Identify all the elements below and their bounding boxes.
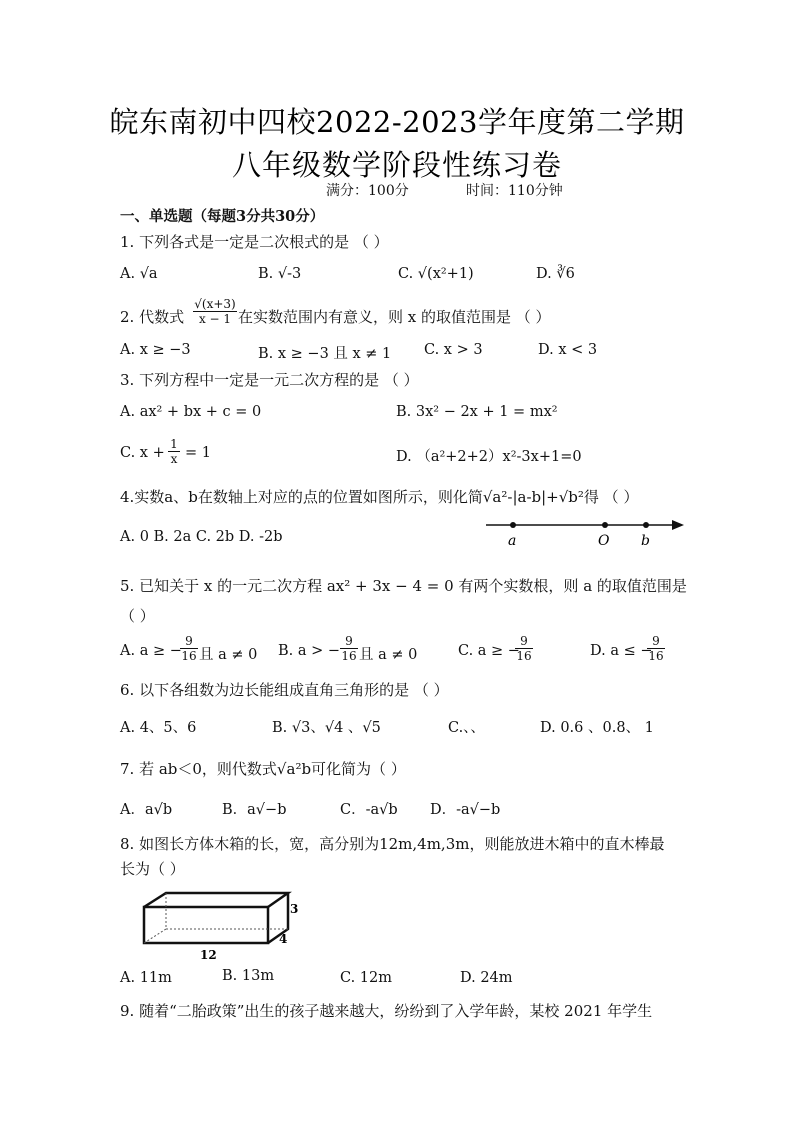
q3-fraction-num: 1 <box>168 437 180 452</box>
q2-option-b: B. x ≥ −3 且 x ≠ 1 <box>258 346 392 362</box>
q5-option-a-end: 且 a ≠ 0 <box>199 647 258 663</box>
q2-option-d: D. x < 3 <box>538 342 598 358</box>
label-origin: O <box>598 533 610 549</box>
q5-option-a-fraction <box>180 634 198 663</box>
q2-fraction-numerator: √(x+3) <box>194 297 236 311</box>
q3-option-d: D. （a²+2+2）x²-3x+1=0 <box>396 449 582 465</box>
question-9-stem: 9. 随着“二胎政策”出生的孩子越来越大，纷纷到了入学年龄，某校 2021 年学生 <box>120 1002 653 1020</box>
fraction-den: 16 <box>648 649 664 663</box>
question-8-stem-line2: 长为（ ） <box>120 860 185 878</box>
question-2-stem-end: 在实数范围内有意义，则 x 的取值范围是 （ ） <box>238 308 551 326</box>
question-7-stem: 7. 若 ab＜0，则代数式√a²b可化简为（ ） <box>120 760 406 778</box>
box-hidden-edge-diagonal <box>144 929 166 943</box>
q3-fraction-den: x <box>170 452 178 466</box>
q8-option-d: D. 24m <box>460 970 513 986</box>
fraction-den: 16 <box>341 649 357 663</box>
box-hidden-edges <box>166 893 288 929</box>
label-a: a <box>508 533 517 549</box>
q8-option-b: B. 13m <box>222 968 275 984</box>
label-height: 3 <box>290 902 299 916</box>
q6-option-d: D. 0.6 、0.8、 1 <box>540 720 654 736</box>
fraction-num: 9 <box>340 634 358 649</box>
question-6-stem: 6. 以下各组数为边长能组成直角三角形的是 （ ） <box>120 681 449 699</box>
q4-options: A. 0 B. 2a C. 2b D. -2b <box>120 529 283 545</box>
q3-option-b: B. 3x² − 2x + 1 = mx² <box>396 404 558 420</box>
q6-option-b: B. √3、√4 、√5 <box>272 720 381 736</box>
q3-option-c-end: = 1 <box>185 445 211 461</box>
box-top-face <box>144 893 288 907</box>
q2-fraction-denominator: x − 1 <box>198 312 232 326</box>
question-5-paren: （ ） <box>120 607 155 625</box>
question-1-stem: 1. 下列各式是一定是二次根式的是 （ ） <box>120 233 389 251</box>
q7-option-b: B．a√−b <box>222 802 287 818</box>
q5-option-c-start: C. a ≥ − <box>458 643 520 659</box>
fraction-den: 16 <box>516 649 532 663</box>
q1-option-b: B. √-3 <box>258 266 302 282</box>
section-heading: 一、单选题（每题3分共30分） <box>120 208 325 225</box>
q1-option-a: A. √a <box>120 266 158 282</box>
label-length: 12 <box>200 948 217 962</box>
q8-option-a: A. 11m <box>120 970 172 986</box>
q5-option-b-fraction <box>340 634 358 663</box>
fraction-num: 9 <box>515 634 533 649</box>
q2-fraction <box>193 297 237 326</box>
box-front-face <box>144 907 268 943</box>
fraction-num: 9 <box>647 634 665 649</box>
q8-option-c: C. 12m <box>340 970 392 986</box>
q5-option-a-start: A. a ≥ − <box>120 643 182 659</box>
q7-option-d: D．-a√−b <box>430 802 501 818</box>
q3-option-c-fraction <box>168 437 180 466</box>
q6-option-a: A. 4、5、6 <box>120 720 197 736</box>
q5-option-c-fraction <box>515 634 533 663</box>
q5-option-b-start: B. a > − <box>278 643 341 659</box>
number-line-arrow <box>672 520 684 530</box>
q2-option-c: C. x > 3 <box>424 342 483 358</box>
q3-option-c-start: C. x + <box>120 445 165 461</box>
label-width: 4 <box>279 932 288 946</box>
q7-option-c: C．-a√b <box>340 802 398 818</box>
question-8-stem-line1: 8. 如图长方体木箱的长，宽，高分别为12m,4m,3m，则能放进木箱中的直木棒最 <box>120 835 665 853</box>
question-3-stem: 3. 下列方程中一定是一元二次方程的是 （ ） <box>120 371 419 389</box>
label-b: b <box>641 533 650 549</box>
q5-option-b-end: 且 a ≠ 0 <box>359 647 418 663</box>
fraction-den: 16 <box>181 649 197 663</box>
q5-option-d-fraction <box>647 634 665 663</box>
full-score: 满分：100分 <box>326 183 409 199</box>
exam-subtitle: 八年级数学阶段性练习卷 <box>231 148 562 182</box>
q3-option-a: A. ax² + bx + c = 0 <box>120 404 262 420</box>
exam-title: 皖东南初中四校2022-2023学年度第二学期 <box>109 105 685 139</box>
question-4-stem: 4.实数a、b在数轴上对应的点的位置如图所示，则化简√a²-|a-b|+√b²得 （ ） <box>120 488 639 506</box>
point-origin <box>602 522 608 528</box>
q6-option-c: C.、、 <box>448 720 485 736</box>
q1-option-d: D. ∛6 <box>536 266 575 282</box>
question-5-stem: 5. 已知关于 x 的一元二次方程 ax² + 3x − 4 = 0 有两个实数根，则 a 的取值范围是 <box>120 577 687 595</box>
number-line-figure <box>480 514 690 550</box>
q1-option-c: C. √(x²+1) <box>398 266 474 282</box>
q2-option-a: A. x ≥ −3 <box>120 342 191 358</box>
point-a <box>510 522 516 528</box>
q5-option-d-start: D. a ≤ − <box>590 643 653 659</box>
question-2-stem-start: 2. 代数式 <box>120 308 185 326</box>
q7-option-a: A．a√b <box>120 802 173 818</box>
cuboid-box-figure <box>138 887 304 963</box>
fraction-num: 9 <box>180 634 198 649</box>
time-limit: 时间：110分钟 <box>466 183 563 199</box>
point-b <box>643 522 649 528</box>
